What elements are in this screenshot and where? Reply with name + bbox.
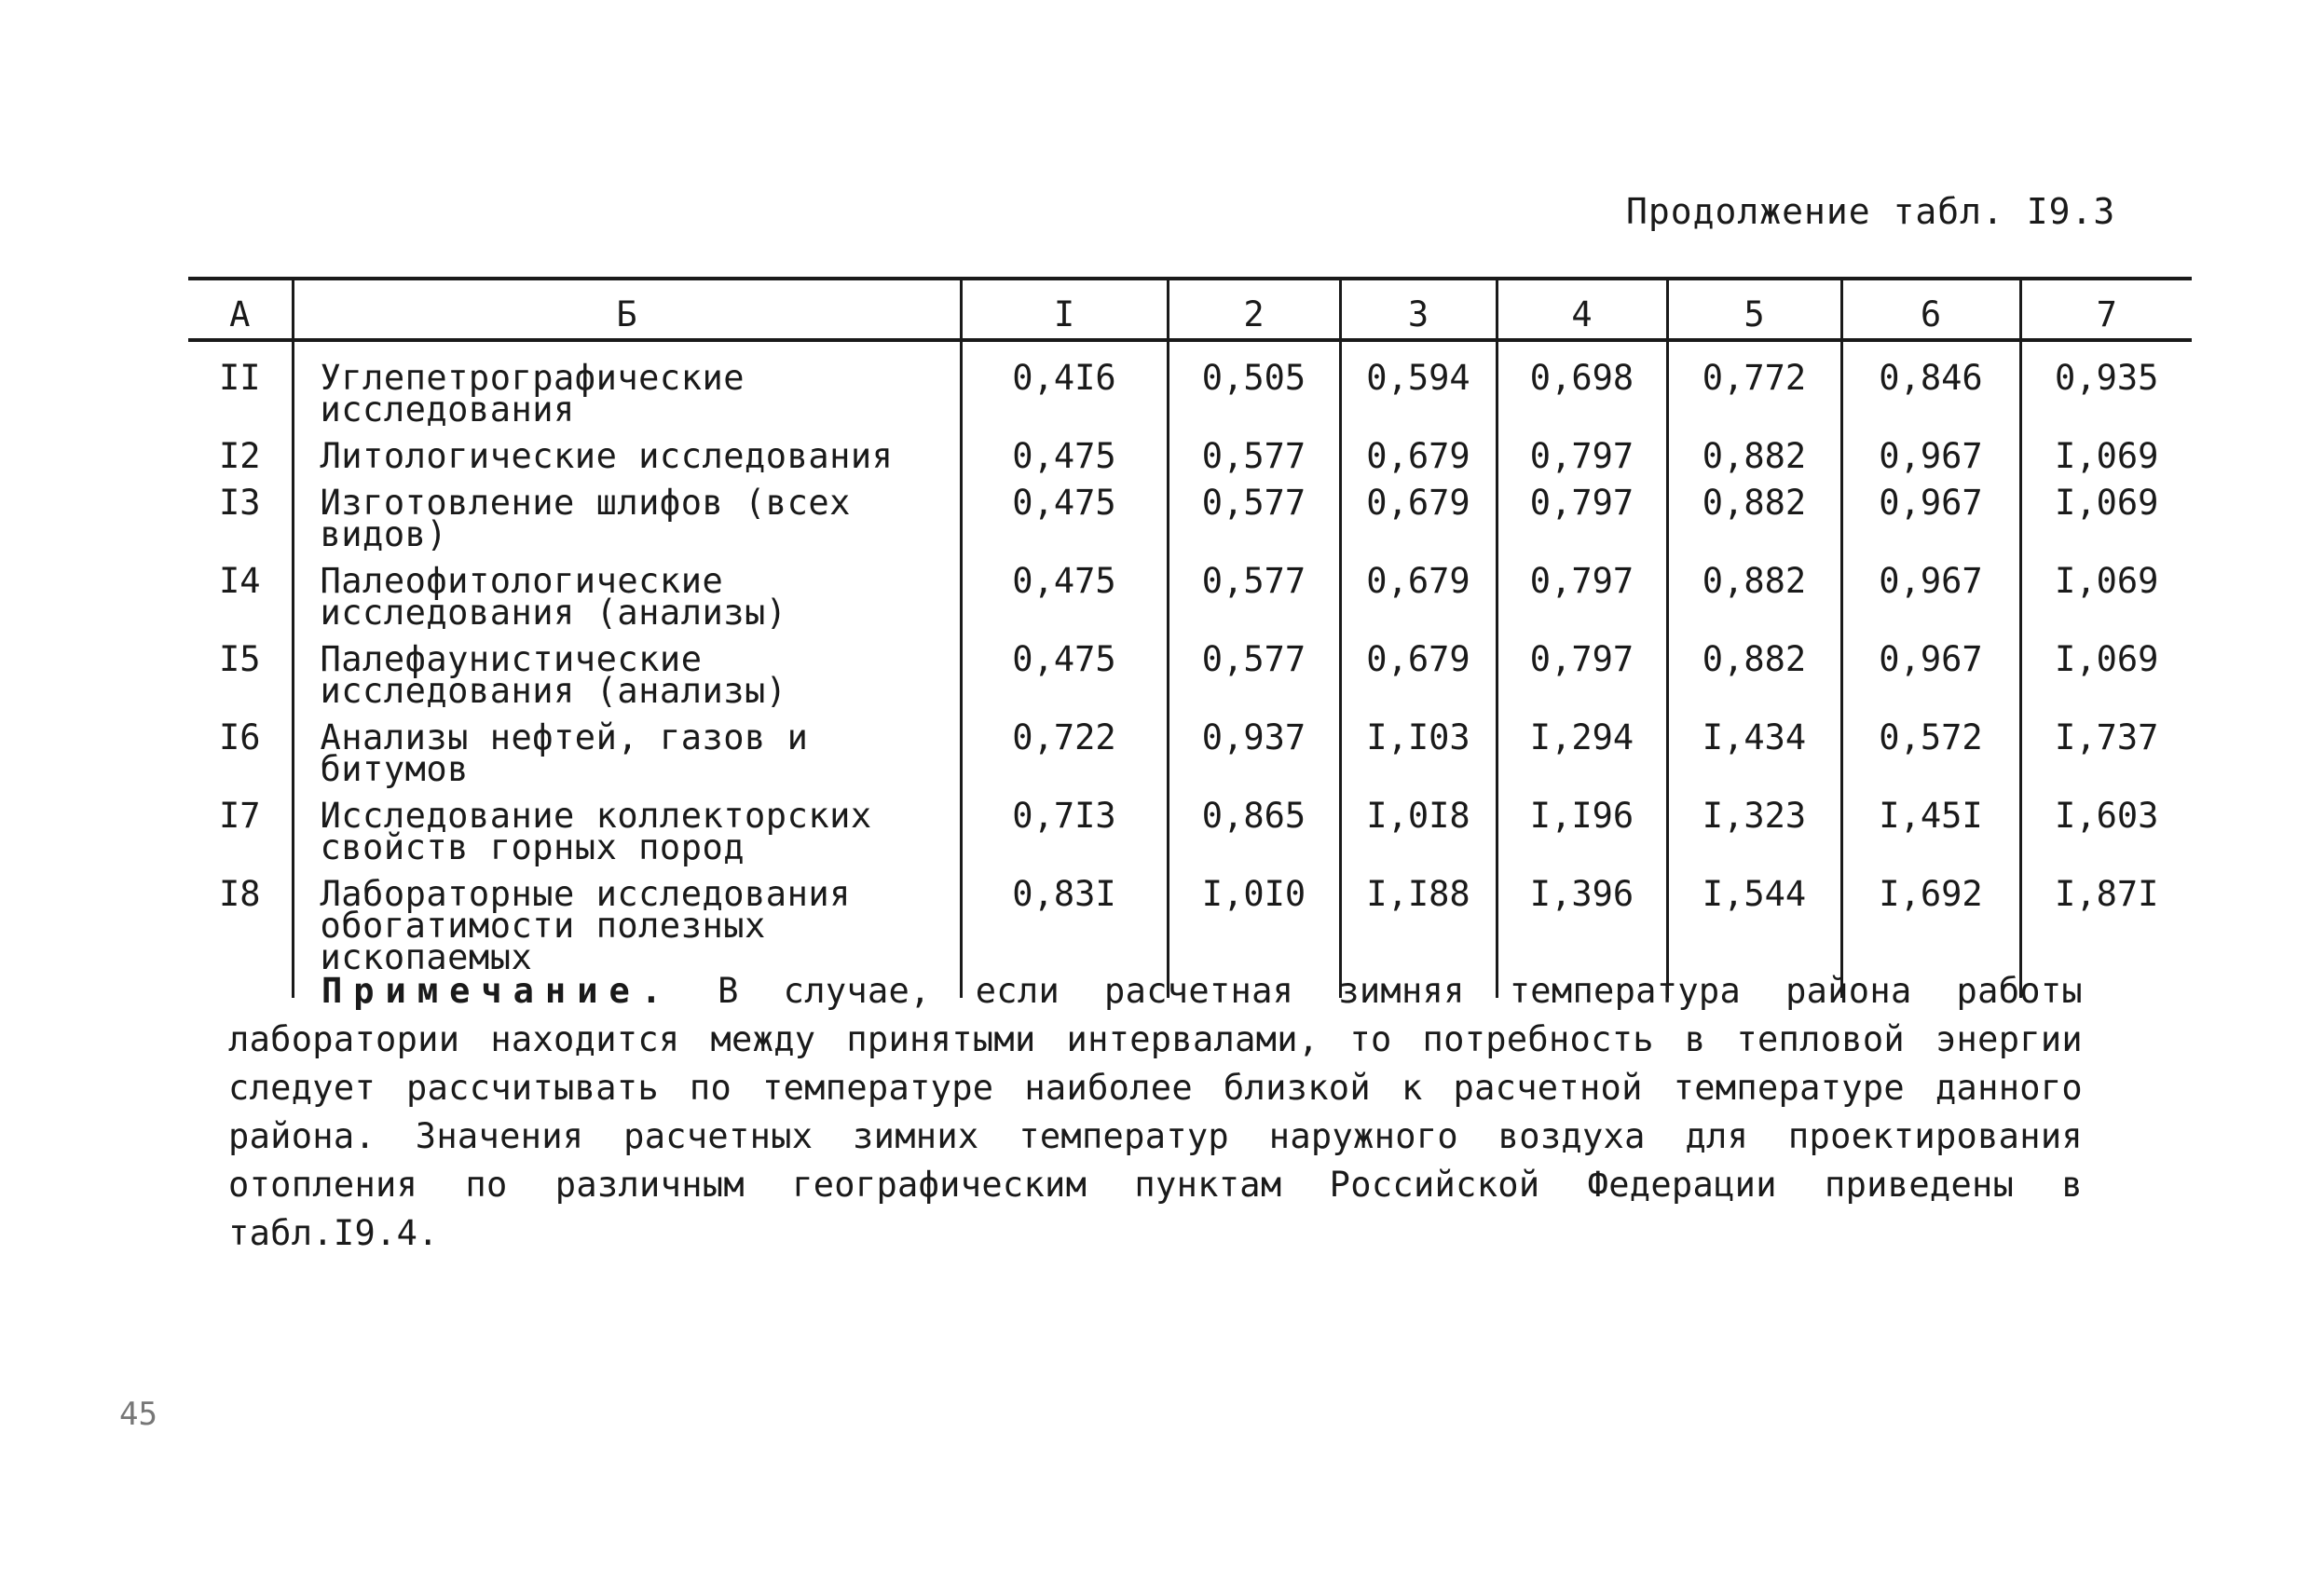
cell-value: I,396 xyxy=(1497,879,1667,998)
cell-value: 0,772 xyxy=(1667,340,1841,441)
row-number: I4 xyxy=(218,561,261,601)
row-name: Литологические исследования xyxy=(293,441,961,487)
cell-value: 0,935 xyxy=(2020,340,2192,441)
cell-value: I,294 xyxy=(1497,722,1667,800)
cell-value: I,069 xyxy=(2020,487,2192,566)
cell-value: 0,937 xyxy=(1168,722,1340,800)
page-number: 45 xyxy=(119,1396,157,1433)
row-number: I7 xyxy=(218,796,261,836)
note-text: В случае, если расчетная зимняя температура района работы лаборатории находится между принятыми интервалами, то потребность в тепловой энергии следует рассчитывать по температуре наиболее близкой к расчетной температуре данного района. Значения расчетных зимних температур наружного воздуха для проектирования отопления по различным географическим пунктам Российской Федерации приведены в табл.I9.4. xyxy=(228,971,2084,1253)
row-name: Изготовление шлифов (всех видов) xyxy=(293,487,961,566)
cell-value: 0,475 xyxy=(961,487,1168,566)
header-a: А xyxy=(188,279,293,340)
row-number: I2 xyxy=(218,436,261,476)
header-1: I xyxy=(961,279,1168,340)
table-row xyxy=(188,644,2192,722)
cell-value: 0,846 xyxy=(1841,340,2020,441)
header-2: 2 xyxy=(1168,279,1340,340)
row-name: Лабораторные исследования обогатимости полезных ископаемых xyxy=(293,879,961,998)
cell-value: 0,882 xyxy=(1667,566,1841,644)
cell-value: 0,967 xyxy=(1841,566,2020,644)
row-name: Исследование коллекторских свойств горных пород xyxy=(293,800,961,879)
cell-value: 0,797 xyxy=(1497,487,1667,566)
cell-value: 0,4I6 xyxy=(961,340,1168,441)
cell-value: I,737 xyxy=(2020,722,2192,800)
row-name: Анализы нефтей, газов и битумов xyxy=(293,722,961,800)
cell-value: 0,797 xyxy=(1497,441,1667,487)
cell-value: 0,882 xyxy=(1667,644,1841,722)
cell-value: 0,967 xyxy=(1841,644,2020,722)
data-table xyxy=(188,277,2192,998)
cell-value: I,0I8 xyxy=(1340,800,1497,879)
header-3: 3 xyxy=(1340,279,1497,340)
cell-value: 0,679 xyxy=(1340,566,1497,644)
row-number: II xyxy=(218,358,261,398)
cell-value: I,069 xyxy=(2020,566,2192,644)
cell-value: I,603 xyxy=(2020,800,2192,879)
table-row xyxy=(188,722,2192,800)
cell-value: I,I96 xyxy=(1497,800,1667,879)
cell-value: 0,797 xyxy=(1497,566,1667,644)
cell-value: 0,594 xyxy=(1340,340,1497,441)
cell-value: 0,882 xyxy=(1667,441,1841,487)
table-row xyxy=(188,441,2192,487)
cell-value: I,323 xyxy=(1667,800,1841,879)
cell-value: 0,679 xyxy=(1340,644,1497,722)
note-lead: Примечание. xyxy=(321,971,674,1011)
cell-value: I,87I xyxy=(2020,879,2192,998)
table-row xyxy=(188,800,2192,879)
cell-value: I,I88 xyxy=(1340,879,1497,998)
cell-value: 0,577 xyxy=(1168,644,1340,722)
header-7: 7 xyxy=(2020,279,2192,340)
cell-value: 0,505 xyxy=(1168,340,1340,441)
cell-value: 0,577 xyxy=(1168,566,1340,644)
cell-value: I,I03 xyxy=(1340,722,1497,800)
cell-value: 0,679 xyxy=(1340,441,1497,487)
table-caption: Продолжение табл. I9.3 xyxy=(1626,191,2116,232)
header-b: Б xyxy=(293,279,961,340)
cell-value: 0,83I xyxy=(961,879,1168,998)
cell-value: 0,882 xyxy=(1667,487,1841,566)
row-name: Углепетрографические исследования xyxy=(293,340,961,441)
table-row xyxy=(188,487,2192,566)
row-number: I5 xyxy=(218,639,261,679)
cell-value: 0,865 xyxy=(1168,800,1340,879)
table-row xyxy=(188,340,2192,441)
row-number: I3 xyxy=(218,483,261,523)
cell-value: 0,698 xyxy=(1497,340,1667,441)
row-name: Палефаунистические исследования (анализы) xyxy=(293,644,961,722)
cell-value: 0,797 xyxy=(1497,644,1667,722)
cell-value: 0,7I3 xyxy=(961,800,1168,879)
cell-value: I,692 xyxy=(1841,879,2020,998)
cell-value: 0,475 xyxy=(961,566,1168,644)
cell-value: 0,475 xyxy=(961,644,1168,722)
table-row xyxy=(188,566,2192,644)
cell-value: I,0I0 xyxy=(1168,879,1340,998)
cell-value: I,45I xyxy=(1841,800,2020,879)
header-6: 6 xyxy=(1841,279,2020,340)
cell-value: 0,679 xyxy=(1340,487,1497,566)
row-number: I6 xyxy=(218,717,261,757)
cell-value: I,434 xyxy=(1667,722,1841,800)
cell-value: I,544 xyxy=(1667,879,1841,998)
table-header-row xyxy=(188,279,2192,340)
cell-value: 0,722 xyxy=(961,722,1168,800)
cell-value: I,069 xyxy=(2020,644,2192,722)
header-4: 4 xyxy=(1497,279,1667,340)
cell-value: 0,967 xyxy=(1841,487,2020,566)
cell-value: I,069 xyxy=(2020,441,2192,487)
cell-value: 0,572 xyxy=(1841,722,2020,800)
cell-value: 0,475 xyxy=(961,441,1168,487)
cell-value: 0,577 xyxy=(1168,441,1340,487)
cell-value: 0,967 xyxy=(1841,441,2020,487)
table-note xyxy=(228,967,2083,1258)
note-paragraph xyxy=(228,967,2083,1258)
cell-value: 0,577 xyxy=(1168,487,1340,566)
header-5: 5 xyxy=(1667,279,1841,340)
row-number: I8 xyxy=(218,874,261,914)
row-name: Палеофитологические исследования (анализы) xyxy=(293,566,961,644)
